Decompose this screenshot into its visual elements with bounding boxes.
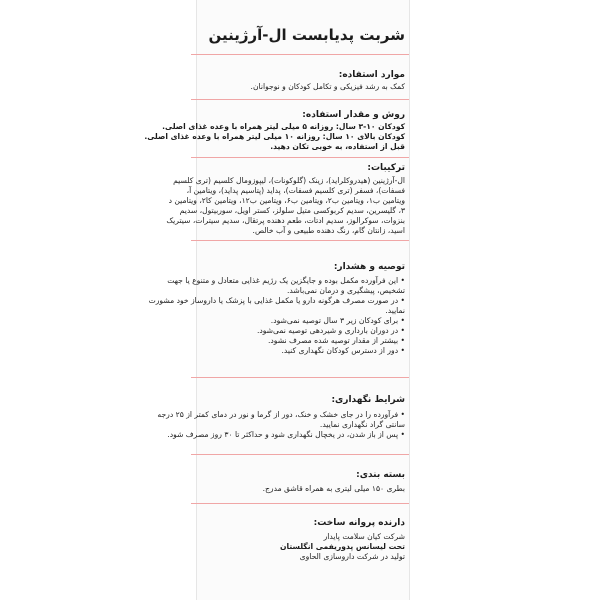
packaging-text: بطری ۱۵۰ میلی لیتری به همراه قاشق مدرج. [262, 484, 405, 493]
storage-bullet: • پس از باز شدن، در یخچال نگهداری شود و حداکثر تا ۳۰ روز مصرف شود. [167, 430, 405, 439]
section-divider [191, 503, 409, 504]
license-line: تولید در شرکت داروسازی الحاوی [299, 552, 405, 561]
section-divider [191, 240, 409, 241]
license-heading: دارنده پروانه ساخت: [313, 518, 405, 528]
dosage-heading: روش و مقدار استفاده: [302, 110, 405, 120]
section-divider [191, 377, 409, 378]
section-divider [191, 454, 409, 455]
ingredients-line: اسید، زانتان گام، رنگ دهنده طبیعی و آب خالص. [252, 226, 405, 235]
warning-continuation: نمایید. [385, 306, 405, 315]
warning-bullet: • برای کودکان زیر ۳ سال توصیه نمی‌شود. [270, 316, 405, 325]
section-divider [191, 54, 409, 55]
ingredients-heading: ترکیبات: [367, 163, 405, 173]
packaging-heading: بسته بندی: [356, 470, 405, 480]
warning-bullet: • در صورت مصرف هرگونه دارو یا مکمل غذایی با پزشک یا داروساز خود مشورت [148, 296, 405, 305]
dosage-line: کودکان بالای ۱۰ سال: روزانه ۱۰ میلی لیتر همراه با وعده غذای اصلی. [144, 132, 405, 141]
warning-continuation: تشخیص، پیشگیری و درمان نمی‌باشد. [287, 286, 405, 295]
dosage-line: قبل از استفاده، به خوبی تکان دهید. [270, 142, 405, 151]
section-divider [191, 157, 409, 158]
product-title: شربت پدیابست ال-آرژینین [208, 26, 405, 44]
usage-text: کمک به رشد فیزیکی و تکامل کودکان و نوجوانان. [250, 82, 405, 91]
product-info-sheet [144, 0, 410, 600]
warning-bullet: • دور از دسترس کودکان نگهداری کنید. [281, 346, 405, 355]
warning-bullet: • بیشتر از مقدار توصیه شده مصرف نشود. [268, 336, 405, 345]
ingredients-line: ۳، گلیسرین، سدیم کربوکسی متیل سلولز، کستر اویل، سوربیتول، سدیم [179, 206, 405, 215]
dosage-line: کودکان ۱۰-۳ سال: روزانه ۵ میلی لیتر همراه با وعده غذای اصلی. [162, 122, 405, 131]
warning-bullet: • در دوران بارداری و شیردهی توصیه نمی‌شود. [256, 326, 405, 335]
ingredients-line: ویتامین ب۱، ویتامین ب۲، ویتامین ب۶، ویتامین ب۱۲، ویتامین کا۲، ویتامین د [168, 196, 405, 205]
warnings-heading: توصیه و هشدار: [333, 262, 405, 272]
warning-bullet: • این فرآورده مکمل بوده و جایگزین یک رژیم غذایی متعادل و متنوع یا جهت [167, 276, 405, 285]
ingredients-line: فسفات)، فسفر (تری کلسیم فسفات)، پداید (پتاسیم پداید)، ویتامین آ، [186, 186, 405, 195]
license-line: تحت لیسانس پدوریفمی انگلستان [280, 542, 405, 551]
section-divider [191, 99, 409, 100]
storage-heading: شرایط نگهداری: [331, 395, 405, 405]
storage-continuation: سانتی گراد نگهداری نمایید. [319, 420, 405, 429]
ingredients-line: ال-آرژینین (هیدروکلراید)، زینک (گلوکونات)، لیپوزومال کلسیم (تری کلسیم [173, 176, 405, 185]
license-line: شرکت کیان سلامت پایدار [323, 532, 405, 541]
storage-bullet: • فرآورده را در جای خشک و خنک، دور از گرما و نور در دمای کمتر از ۲۵ درجه [157, 410, 405, 419]
usage-heading: موارد استفاده: [338, 70, 405, 80]
ingredients-line: بنزوات، سوکرالوز، سدیم ادتات، طعم دهنده پرتقال، سدیم سیترات، سیتریک [166, 216, 405, 225]
